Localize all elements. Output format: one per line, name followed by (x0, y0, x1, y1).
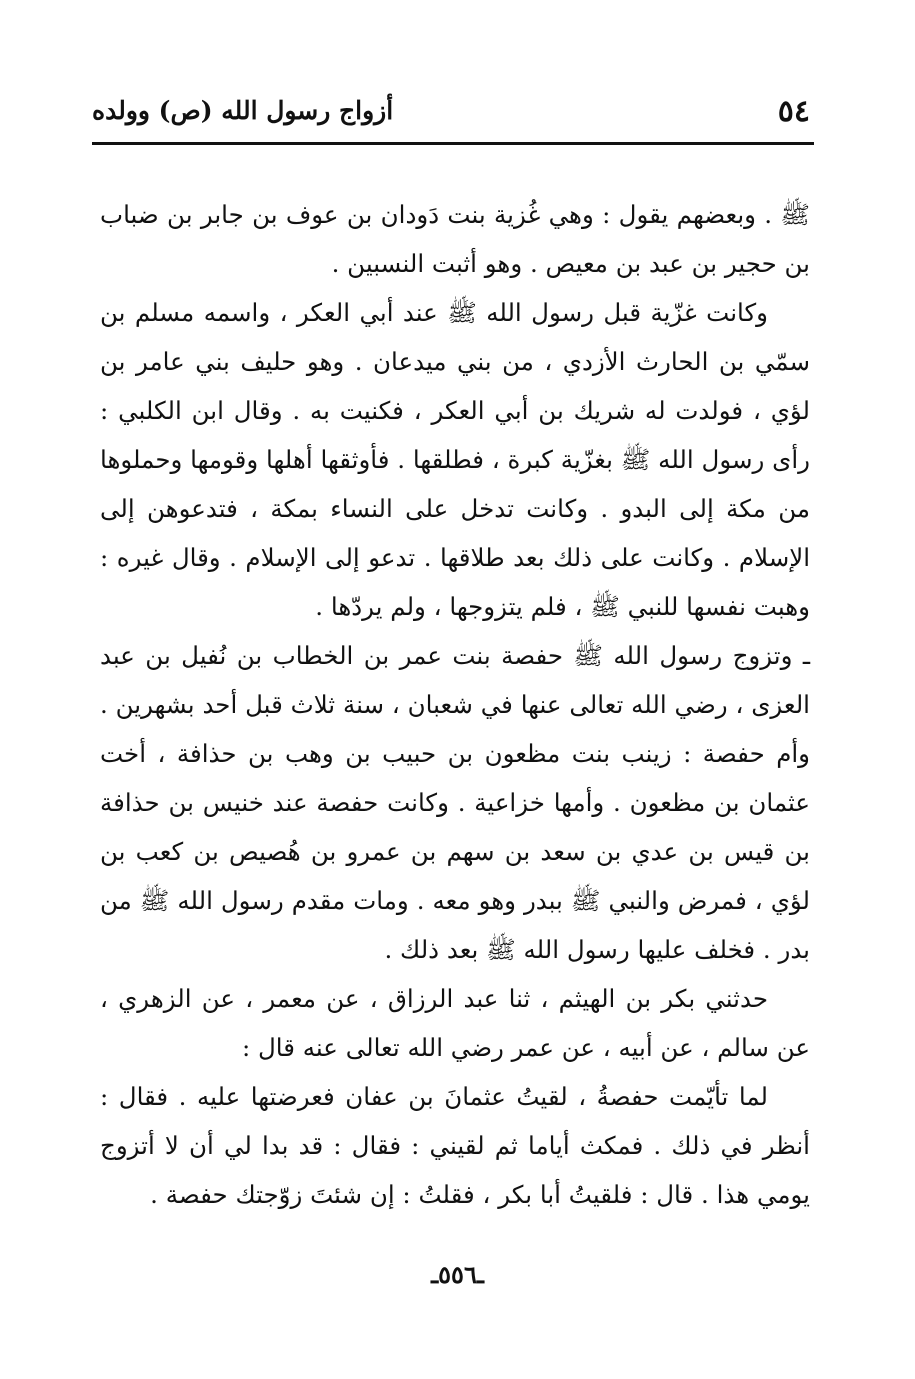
header-divider (92, 142, 814, 145)
body-text (100, 190, 810, 1219)
paragraph-3: ـ وتزوج رسول الله ﷺ حفصة بنت عمر بن الخطاب بن نُفيل بن عبد العزى ، رضي الله تعالى عنها في شعبان ، سنة ثلاث قبل أحد بشهرين . وأم حفصة : زينب بنت مظعون بن حبيب بن وهب بن حذافة ، أخت عثمان بن مظعون . وأمها خزاعية . وكانت حفصة عند خنيس بن حذافة بن قيس بن عدي بن سعد بن سهم بن عمرو بن هُصيص بن كعب بن لؤي ، فمرض والنبي ﷺ ببدر وهو معه . ومات مقدم رسول الله ﷺ من بدر . فخلف عليها رسول الله ﷺ بعد ذلك . (100, 641, 810, 964)
paragraph-5: لما تأيّمت حفصةُ ، لقيتُ عثمانَ بن عفان فعرضتها عليه . فقال : أنظر في ذلك . فمكث أياما ثم لقيني : فقال : قد بدا لي أن لا أتزوج يومي هذا . قال : فلقيتُ أبا بكر ، فقلتُ : إن شئتَ زوّجتك حفصة . (100, 1082, 810, 1209)
paragraph-1: ﷺ . وبعضهم يقول : وهي غُزية بنت دَودان بن عوف بن جابر بن ضباب بن حجير بن عبد بن معيص . وهو أثبت النسبين . (100, 200, 810, 278)
footer-page-number: ـ٥٥٦ـ (431, 1260, 484, 1289)
page-header (92, 88, 818, 138)
header-page-number: ٥٤ (777, 94, 810, 129)
running-title: أزواج رسول الله (ص) وولده (92, 96, 394, 125)
paragraph-4: حدثني بكر بن الهيثم ، ثنا عبد الرزاق ، عن معمر ، عن الزهري ، عن سالم ، عن أبيه ، عن عمر رضي الله تعالى عنه قال : (100, 984, 810, 1062)
paragraph-2: وكانت غزّية قبل رسول الله ﷺ عند أبي العكر ، واسمه مسلم بن سمّي بن الحارث الأزدي ، من بني ميدعان . وهو حليف بني عامر بن لؤي ، فولدت له شريك بن أبي العكر ، فكنيت به . وقال ابن الكلبي : رأى رسول الله ﷺ بغزّية كبرة ، فطلقها . فأوثقها أهلها وقومها وحملوها من مكة إلى البدو . وكانت تدخل على النساء بمكة ، فتدعوهن إلى الإسلام . وكانت على ذلك بعد طلاقها . تدعو إلى الإسلام . وقال غيره : وهبت نفسها للنبي ﷺ ، فلم يتزوجها ، ولم يردّها . (100, 298, 810, 621)
